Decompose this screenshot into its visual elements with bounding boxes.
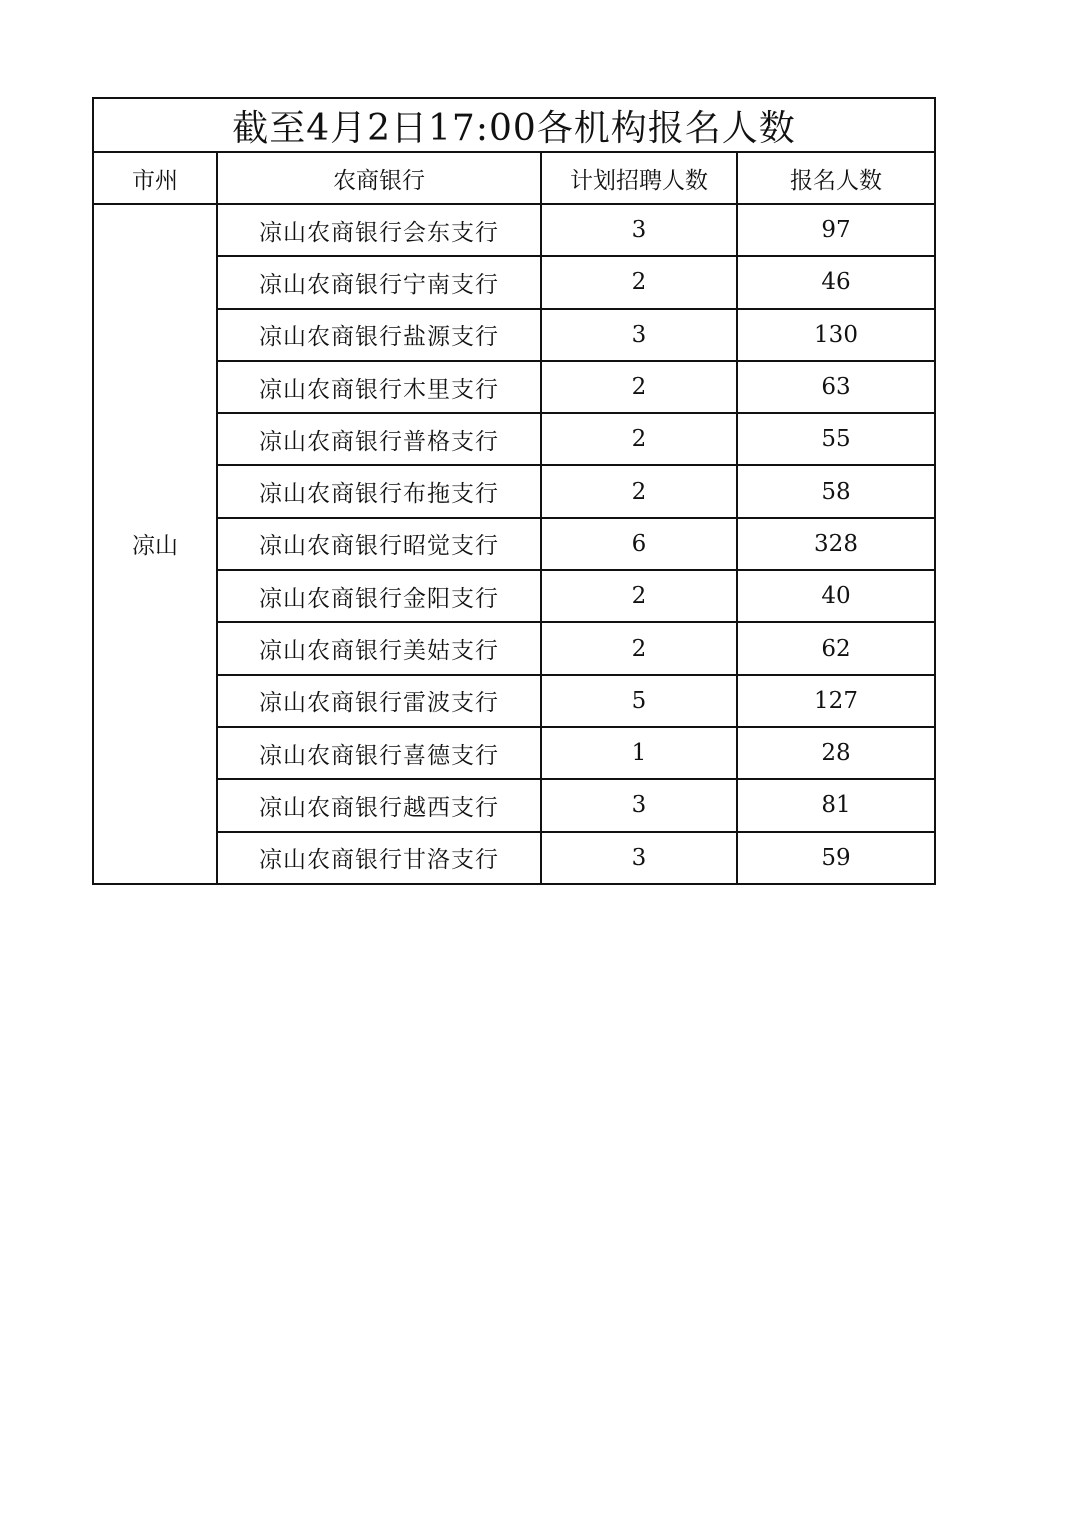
applicant-count-cell: 62: [737, 622, 935, 674]
table-row: [93, 622, 935, 674]
table-row: [93, 361, 935, 413]
table-row: [93, 832, 935, 884]
bank-name-cell: 凉山农商银行布拖支行: [217, 465, 541, 517]
bank-name-cell: 凉山农商银行金阳支行: [217, 570, 541, 622]
applicant-count-cell: 55: [737, 413, 935, 465]
title-row: [93, 98, 935, 152]
applicant-count-cell: 127: [737, 675, 935, 727]
bank-name-cell: 凉山农商银行喜德支行: [217, 727, 541, 779]
planned-count-cell: 2: [541, 256, 737, 308]
table-body: [93, 204, 935, 884]
applicant-count-cell: 97: [737, 204, 935, 256]
applicant-count-cell: 28: [737, 727, 935, 779]
header-row: [93, 152, 935, 204]
bank-name-cell: 凉山农商银行木里支行: [217, 361, 541, 413]
header-applicants: 报名人数: [737, 152, 935, 204]
bank-name-cell: 凉山农商银行普格支行: [217, 413, 541, 465]
bank-name-cell: 凉山农商银行越西支行: [217, 779, 541, 831]
bank-name-cell: 凉山农商银行昭觉支行: [217, 518, 541, 570]
table-row: [93, 779, 935, 831]
header-bank: 农商银行: [217, 152, 541, 204]
bank-name-cell: 凉山农商银行雷波支行: [217, 675, 541, 727]
table-row: [93, 570, 935, 622]
bank-name-cell: 凉山农商银行甘洛支行: [217, 832, 541, 884]
planned-count-cell: 5: [541, 675, 737, 727]
header-city: 市州: [93, 152, 217, 204]
table-row: [93, 309, 935, 361]
table-row: [93, 413, 935, 465]
planned-count-cell: 3: [541, 832, 737, 884]
table-title: 截至4月2日17:00各机构报名人数: [93, 98, 935, 152]
planned-count-cell: 2: [541, 570, 737, 622]
bank-name-cell: 凉山农商银行宁南支行: [217, 256, 541, 308]
registration-table: [92, 97, 936, 885]
applicant-count-cell: 40: [737, 570, 935, 622]
applicant-count-cell: 63: [737, 361, 935, 413]
applicant-count-cell: 59: [737, 832, 935, 884]
applicant-count-cell: 58: [737, 465, 935, 517]
planned-count-cell: 3: [541, 204, 737, 256]
applicant-count-cell: 328: [737, 518, 935, 570]
planned-count-cell: 2: [541, 465, 737, 517]
table-row: [93, 518, 935, 570]
header-planned: 计划招聘人数: [541, 152, 737, 204]
city-cell: 凉山: [93, 204, 217, 884]
applicant-count-cell: 46: [737, 256, 935, 308]
table-row: [93, 256, 935, 308]
planned-count-cell: 2: [541, 413, 737, 465]
table-row: [93, 675, 935, 727]
planned-count-cell: 3: [541, 309, 737, 361]
bank-name-cell: 凉山农商银行盐源支行: [217, 309, 541, 361]
planned-count-cell: 1: [541, 727, 737, 779]
planned-count-cell: 3: [541, 779, 737, 831]
planned-count-cell: 2: [541, 622, 737, 674]
table-row: [93, 204, 935, 256]
applicant-count-cell: 130: [737, 309, 935, 361]
planned-count-cell: 2: [541, 361, 737, 413]
applicant-count-cell: 81: [737, 779, 935, 831]
bank-name-cell: 凉山农商银行美姑支行: [217, 622, 541, 674]
registration-table-container: [92, 97, 934, 885]
bank-name-cell: 凉山农商银行会东支行: [217, 204, 541, 256]
table-row: [93, 727, 935, 779]
table-row: [93, 465, 935, 517]
planned-count-cell: 6: [541, 518, 737, 570]
